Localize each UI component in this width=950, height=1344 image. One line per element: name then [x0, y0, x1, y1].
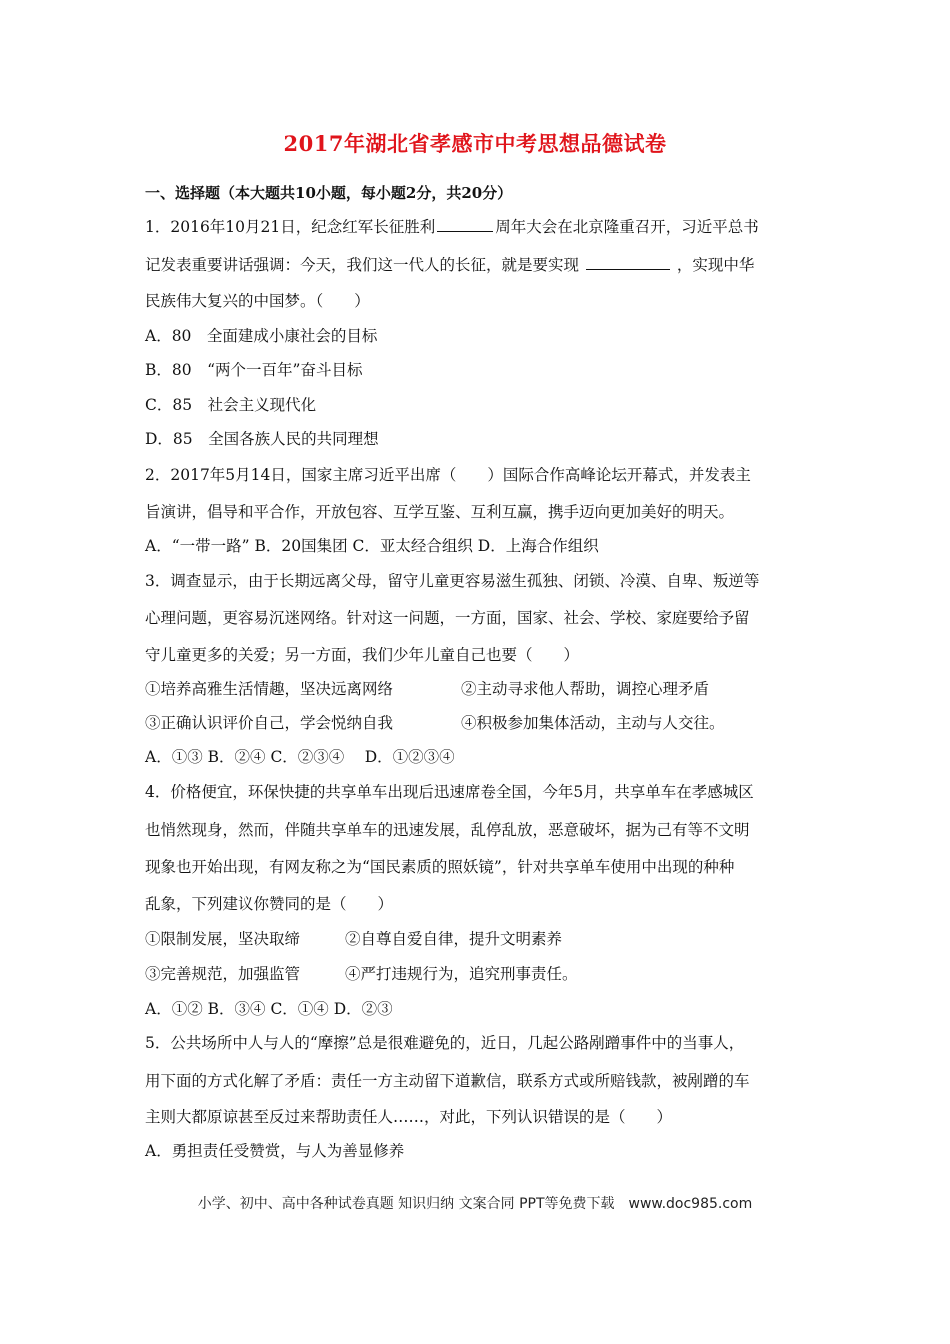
statement-4: ④积极参加集体活动，主动与人交往。	[461, 714, 725, 732]
answer-blank	[437, 217, 493, 232]
question-1-text: ，实现中华	[676, 256, 755, 274]
question-4-statements-row-2	[145, 964, 815, 984]
statement-1: ①限制发展，坚决取缔	[145, 930, 301, 948]
question-1-text: 1．2016年10月21日，纪念红军长征胜利	[145, 218, 436, 236]
question-3-statements-row-1	[145, 679, 815, 699]
question-1-text: 记发表重要讲话强调：今天，我们这一代人的长征，就是要实现	[145, 256, 580, 274]
question-1-line-2	[145, 255, 815, 275]
document-title: 2017年湖北省孝感市中考思想品德试卷	[283, 131, 667, 156]
question-3-options: A．①③ B．②④ C．②③④ D．①②③④	[145, 748, 455, 766]
question-4-line-1: 4．价格便宜，环保快捷的共享单车出现后迅速席卷全国，今年5月，共享单车在孝感城区	[145, 783, 754, 801]
section-heading: 一、选择题（本大题共10小题，每小题2分，共20分）	[145, 184, 513, 202]
statement-3: ③完善规范，加强监管	[145, 965, 301, 983]
question-3-statements-row-2	[145, 713, 815, 733]
question-5-option-a: A．勇担责任受赞赏，与人为善显修养	[145, 1142, 405, 1160]
question-1-text: 周年大会在北京隆重召开，习近平总书	[495, 218, 759, 236]
statement-1: ①培养高雅生活情趣，坚决远离网络	[145, 680, 394, 698]
page-footer: 小学、初中、高中各种试卷真题 知识归纳 文案合同 PPT等免费下载 www.doc985.com	[197, 1196, 753, 1212]
statement-2: ②自尊自爱自律，提升文明素养	[345, 930, 563, 948]
question-4-line-2: 也悄然现身，然而，伴随共享单车的迅速发展，乱停乱放，恶意破坏，据为己有等不文明	[145, 821, 750, 839]
question-1-option-d: D．85 全国各族人民的共同理想	[145, 430, 379, 448]
question-4-line-4: 乱象，下列建议你赞同的是（ ）	[145, 895, 394, 913]
answer-blank	[586, 255, 670, 270]
statement-3: ③正确认识评价自己，学会悦纳自我	[145, 714, 394, 732]
statement-4: ④严打违规行为，追究刑事责任。	[345, 965, 578, 983]
question-5-line-2: 用下面的方式化解了矛盾：责任一方主动留下道歉信，联系方式或所赔钱款，被剐蹭的车	[145, 1072, 750, 1090]
question-4-statements-row-1	[145, 929, 815, 949]
question-2-line-1: 2．2017年5月14日，国家主席习近平出席（ ）国际合作高峰论坛开幕式，并发表主	[145, 466, 751, 484]
question-1-line-3: 民族伟大复兴的中国梦。（ ）	[145, 292, 370, 310]
statement-2: ②主动寻求他人帮助，调控心理矛盾	[461, 680, 710, 698]
question-1-option-c: C．85 社会主义现代化	[145, 396, 317, 414]
question-3-line-3: 守儿童更多的关爱；另一方面，我们少年儿童自己也要（ ）	[145, 646, 580, 664]
question-1-option-b: B．80 “两个一百年”奋斗目标	[145, 361, 363, 379]
question-4-options: A．①② B．③④ C．①④ D．②③	[145, 1000, 393, 1018]
question-5-line-3: 主则大都原谅甚至反过来帮助责任人……，对此，下列认识错误的是（ ）	[145, 1108, 673, 1126]
question-4-line-3: 现象也开始出现，有网友称之为“国民素质的照妖镜”，针对共享单车使用中出现的种种	[145, 858, 735, 876]
question-3-line-1: 3．调查显示，由于长期远离父母，留守儿童更容易滋生孤独、闭锁、冷漠、自卑、叛逆等	[145, 572, 760, 590]
question-1-line-1	[145, 217, 815, 237]
question-2-options: A．“一带一路” B．20国集团 C．亚太经合组织 D．上海合作组织	[145, 537, 599, 555]
question-1-option-a: A．80 全面建成小康社会的目标	[145, 327, 378, 345]
question-5-line-1: 5．公共场所中人与人的“摩擦”总是很难避免的，近日，几起公路剐蹭事件中的当事人，	[145, 1034, 745, 1052]
question-2-line-2: 旨演讲，倡导和平合作，开放包容、互学互鉴、互利互赢，携手迈向更加美好的明天。	[145, 503, 735, 521]
question-3-line-2: 心理问题，更容易沉迷网络。针对这一问题，一方面，国家、社会、学校、家庭要给予留	[145, 609, 750, 627]
